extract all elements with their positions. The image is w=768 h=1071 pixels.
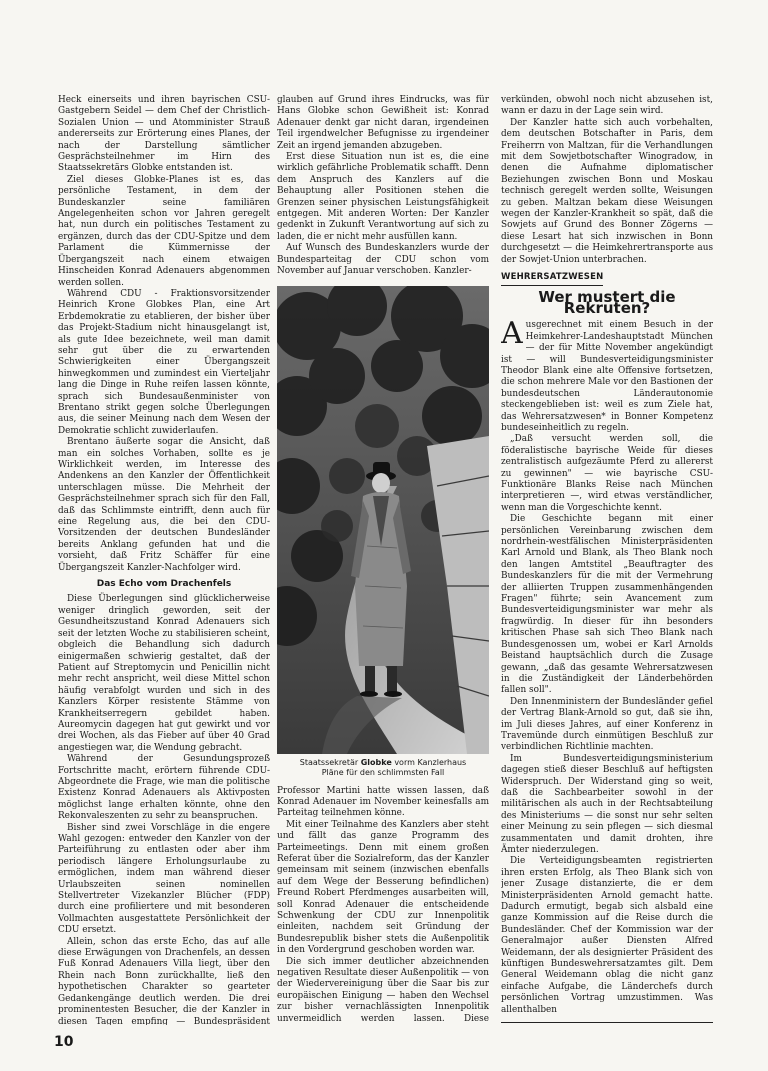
page-number: 10 — [54, 1034, 74, 1050]
paragraph: Die sich immer deutlicher abzeichnenden negativen Resultate dieser Außenpolitik — von der Wiedervereinigung über die Saar bis zur europäischen Einigung — haben den Wechsel zur bisher vernachlässigten Innenpolitik unvermeidlich werden lassen. Diese — [277, 956, 489, 1024]
paragraph: Professor Martini hatte wissen lassen, daß Konrad Adenauer im November keinesfalls am Parteitag teilnehmen könne. — [277, 785, 489, 819]
paragraph: „Daß versucht werden soll, die föderalistische bayrische Weide für dieses zentralistisch aufgezäumte Pferd zu allererst zu gewinnen" — wie bayrische CSU-Funktionäre Blanks Reise nach München interpretieren —, wird etwas verständlicher, wenn man die Vorgeschichte kennt. — [501, 434, 713, 513]
caption-text: Pläne für den schlimmsten Fall — [321, 767, 445, 777]
text-column-1 — [58, 95, 270, 1025]
paragraph: Allein, schon das erste Echo, das auf alle diese Erwägungen von Drachenfels, an dessen Fuß Konrad Adenauers Villa liegt, über den Rhein nach Bonn zurückhallte, ließ den hypothetischen Charakter so gearteter Gedankengänge deutlich werden. Die drei prominentesten Besucher, die der Kanzler in diesen Tagen empfing — Bundespräsident — [58, 936, 270, 1025]
paragraph: Bisher sind zwei Vorschläge in die engere Wahl gezogen: entweder den Kanzler von der Parteiführung zu entlasten oder aber ihm periodisch längere Erholungsurlaube zu ermöglichen, indem man während dieser Urlaubszeiten seinen nominellen Stellvertreter Vizekanzler Blücher (FDP) durch eine profiliertere und mit besonderen Vollmachten ausgestattete Persönlichkeit der CDU ersetzt. — [58, 822, 270, 936]
photo-caption — [277, 758, 489, 778]
paragraph: Während CDU - Fraktionsvorsitzender Heinrich Krone Globkes Plan, eine Art Erbdemokratie zu etablieren, der bisher über das Projekt-Stadium nicht hinausgelangt ist, als gute Idee bezeichnete, weil man damit sehr gut über die zu erwartenden Schwierigkeiten einer Übergangszeit hinwegkommen und zumindest ein Vierteljahr lang die Dinge in Ruhe reifen lassen könnte, sprach sich Bundesaußenminister von Brentano strikt gegen solche Überlegungen aus, die seiner Meinung nach dem Wesen der Demokratie schlicht zuwiderlaufen. — [58, 288, 270, 436]
paragraph: Diese Überlegungen sind glücklicherweise weniger dringlich geworden, seit der Gesundheitszustand Konrad Adenauers sich seit der letzten Woche zu stabilisieren scheint, obgleich die Behandlung sich dadurch einigermaßen schwierig gestaltet, daß der Patient auf Streptomycin und Penicillin nicht mehr recht anspricht, weil diese Mittel schon häufig verabfolgt wurden und sich in des Kanzlers Körper resistente Stämme von Krankheitserregern gebildet haben. Aureomycin dagegen hat gut gewirkt und vor drei Wochen, als das Fieber auf über 40 Grad angestiegen war, die Wendung gebracht. — [58, 594, 270, 753]
paragraph: Heck einerseits und ihren bayrischen CSU-Gastgebern Seidel — dem Chef der Christlich-Sozialen Union — und Atomminister Strauß andererseits zur Erörterung eines Planes, der nach der Darstellung sämtlicher Gesprächsteilnehmer im Hirn des Staatssekretärs Globke entstanden ist. — [58, 95, 270, 174]
paragraph: Mit einer Teilnahme des Kanzlers aber steht und fällt das ganze Programm des Parteimeetings. Denn mit einem großen Referat über die Sozialreform, das der Kanzler gemeinsam mit seinem (inzwischen ebenfalls auf dem Wege der Besserung befindlichen) Freund Robert Pferdmenges ausarbeiten will, soll Konrad Adenauer die entscheidende Schwenkung der CDU zur Innenpolitik einleiten, nachdem seit Gründung der Bundesrepublik bisher stets die Außenpolitik in den Vordergrund geschoben worden war. — [277, 819, 489, 956]
section-label: WEHRERSATZWESEN — [501, 272, 603, 285]
paragraph: Der Kanzler hatte sich auch vorbehalten, dem deutschen Botschafter in Paris, dem Freiherrn von Maltzan, für die Verhandlungen mit dem Sowjetbotschafter Winogradow, in denen die Aufnahme diplomatischer Beziehungen zwischen Bonn und Moskau technisch geregelt werden sollte, Weisungen zu geben. Maltzan bekam diese Weisungen wegen der Kanzler-Krankheit so spät, daß die Sowjets auf Grund des Bonner Zögerns — diese Lesart hat sich inzwischen in Bonn durchgesetzt — die Heimkehrertransporte aus der Sowjet-Union unterbrachen. — [501, 117, 713, 265]
caption-name: Globke — [360, 757, 392, 767]
paragraph: glauben auf Grund ihres Eindrucks, was für Hans Globke schon Gewißheit ist: Konrad Adenauer denkt gar nicht daran, irgendeinen Teil irgendwelcher Befugnisse zu irgendeiner Zeit an irgend jemanden abzugeben. — [277, 95, 489, 151]
drop-cap: A — [501, 316, 523, 352]
paragraph: Die Geschichte begann mit einer persönlichen Vereinbarung zwischen dem nordrhein-westfälischen Ministerpräsidenten Karl Arnold und Blank, als Theo Blank noch den langen Amtstitel „Beauftragter des Bundeskanzlers für die mit der Vermehrung der alliierten Truppen zusammenhängenden Fragen" führte; sein Avancement zum Bundesverteidigungsminister war mehr als fragwürdig. In dieser für ihn besonders kritischen Phase sah sich Theo Blank nach Bundesgenossen um, wobei er Karl Arnolds Beistand hauptsächlich durch die Zusage gewann, „daß das gesamte Wehrersatzwesen in die Zuständigkeit der Länderbehörden fallen soll". — [501, 514, 713, 696]
paragraph: Im Bundesverteidigungsministerium dagegen stieß dieser Beschluß auf heftigsten Widerspruch. Der Widerstand ging so weit, daß die Sachbearbeiter sowohl in der militärischen als auch in der Rechtsabteilung des Ministeriums — die sonst nur sehr selten einer Meinung zu sein pflegen — sich diesmal zusammentaten und damit drohten, ihre Ämter niederzulegen. — [501, 753, 713, 855]
paragraph: Während der Gesundungsprozeß Fortschritte macht, erörtern führende CDU-Abgeordnete die Frage, wie man die politische Existenz Konrad Adenauers als Aktivposten möglichst lange erhalten könnte, ohne den Rekonvaleszenten zu sehr zu beanspruchen. — [58, 754, 270, 822]
paragraph: Ziel dieses Globke-Planes ist es, das persönliche Testament, in dem der Bundeskanzler seine familiären Angelegenheiten schon vor Jahren geregelt hat, nun durch ein politisches Testament zu ergänzen, durch das der CDU-Spitze und dem Parlament die Kümmernisse der Übergangszeit nach einem etwaigen Hinscheiden Konrad Adenauers abgenommen werden sollen. — [58, 174, 270, 288]
paragraph: Den Innenministern der Bundesländer gefiel der Vertrag Blank-Arnold so gut, daß sie ihn, im Juli dieses Jahres, auf einer Konferenz in Travemünde durch einmütigen Beschluß zur verbindlichen Richtlinie machten. — [501, 696, 713, 753]
caption-text: Staatssekretär — [299, 757, 361, 767]
article-headline: Wer mustert die Rekruten? — [538, 287, 676, 317]
photo-globke-garden — [277, 286, 489, 754]
text-column-2 — [277, 95, 489, 1025]
paragraph: Auf Wunsch des Bundeskanzlers wurde der Bundesparteitag der CDU schon vom November auf Januar verschoben. Kanzler- — [277, 243, 489, 277]
text-column-3 — [501, 95, 713, 1025]
paragraph: Die Verteidigungsbeamten registrierten ihren ersten Erfolg, als Theo Blank sich von jener Zusage distanzierte, die er dem Ministerpräsidenten Arnold gemacht hatte. Dadurch ermutigt, begab sich alsbald eine ganze Kommission auf die Reise durch die Bundesländer. Chef der Kommission war der Generalmajor außer Diensten Alfred Weidemann, der als designierter Präsident des künftigen Bundeswehrersatzamtes gilt. Dem General Weidemann oblag die nicht ganz einfache Aufgabe, die Länderchefs durch persönlichen Vortrag umzustimmen. Was allenthalben — [501, 856, 713, 1015]
news-photo — [277, 286, 489, 754]
paragraph: Erst diese Situation nun ist es, die eine wirklich gefährliche Problematik schafft. Denn dem Anspruch des Kanzlers auf die Behauptung aller Positionen stehen die Grenzen seiner physischen Leistungsfähigkeit entgegen. Mit anderen Worten: Der Kanzler gedenkt in Zukunft Verantwortung auf sich zu laden, die er nicht mehr ausfüllen kann. — [277, 152, 489, 242]
footnote — [501, 1022, 713, 1025]
paragraph: verkünden, obwohl noch nicht abzusehen ist, wann er dazu in der Lage sein wird. — [501, 95, 713, 117]
caption-text: vorm Kanzlerhaus — [391, 757, 467, 767]
paragraph: Brentano äußerte sogar die Ansicht, daß man ein solches Vorhaben, sollte es je Wirklichkeit werden, im Interesse des Andenkens an den Kanzler der Öffentlichkeit unterschlagen müsse. Die Mehrheit der Gesprächsteilnehmer sprach sich für den Fall, daß das Schlimmste eintrifft, denn auch für eine Regelung aus, die bei den CDU-Vorsitzenden der deutschen Bundesländer bereits Anklang gefunden hat und die vorsieht, daß Fritz Schäffer für eine Übergangszeit Kanzler-Nachfolger wird. — [58, 437, 270, 573]
subheading: Das Echo vom Drachenfels — [96, 579, 232, 590]
paragraph — [501, 316, 713, 434]
paragraph-text: usgerechnet mit einem Besuch in der Heimkehrer-Landeshauptstadt München — der für Mitte November angekündigt ist — will Bundesverteidigungsminister Theodor Blank eine alte Offensive fortsetzen, die schon mehrere Male vor den Bastionen der bundesdeutschen Länderautonomie steckengeblieben ist: weil es zum Ziele hat, das Wehrersatzwesen* in Bonner Kompetenz bundeseinheitlich zu regeln. — [501, 320, 713, 433]
